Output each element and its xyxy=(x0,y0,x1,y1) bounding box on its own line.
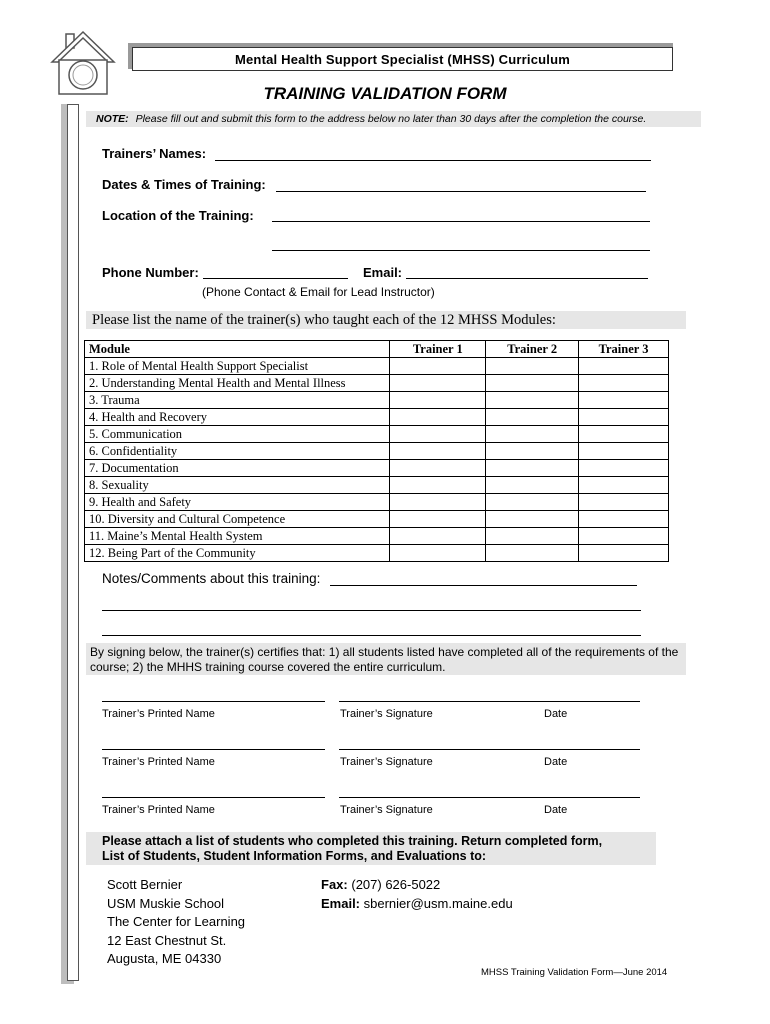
col-module: Module xyxy=(85,341,390,358)
trainer-2-cell[interactable] xyxy=(486,375,579,392)
trainer-2-cell[interactable] xyxy=(486,392,579,409)
trainer-1-cell[interactable] xyxy=(390,494,486,511)
curriculum-title: Mental Health Support Specialist (MHSS) Curriculum xyxy=(132,47,673,71)
attach-line-2: List of Students, Student Information Forms, and Evaluations to: xyxy=(102,849,487,863)
trainers-names-line[interactable] xyxy=(215,160,651,161)
dates-times-line[interactable] xyxy=(276,191,646,192)
module-name: 2. Understanding Mental Health and Mental Illness xyxy=(85,375,390,392)
module-name: 11. Maine’s Mental Health System xyxy=(85,528,390,545)
notes-line-2[interactable] xyxy=(102,610,641,611)
trainer-2-cell[interactable] xyxy=(486,528,579,545)
trainer-1-cell[interactable] xyxy=(390,528,486,545)
trainer-3-cell[interactable] xyxy=(579,409,669,426)
dates-times-label: Dates & Times of Training: xyxy=(102,177,266,192)
module-name: 3. Trauma xyxy=(85,392,390,409)
trainer-3-cell[interactable] xyxy=(579,528,669,545)
table-row xyxy=(85,426,669,443)
address-city: Augusta, ME 04330 xyxy=(107,951,222,966)
module-name: 10. Diversity and Cultural Competence xyxy=(85,511,390,528)
address-dept: The Center for Learning xyxy=(107,914,246,929)
table-row xyxy=(85,409,669,426)
col-trainer-2: Trainer 2 xyxy=(486,341,579,358)
trainer-3-cell[interactable] xyxy=(579,545,669,562)
footer-text: MHSS Training Validation Form—June 2014 xyxy=(481,967,668,978)
trainer-3-cell[interactable] xyxy=(579,460,669,477)
date-label: Date xyxy=(544,804,568,816)
module-name: 9. Health and Safety xyxy=(85,494,390,511)
trainer-2-cell[interactable] xyxy=(486,443,579,460)
trainer-3-cell[interactable] xyxy=(579,426,669,443)
table-row xyxy=(85,358,669,375)
signature-line-3[interactable] xyxy=(339,797,640,798)
trainer-1-cell[interactable] xyxy=(390,545,486,562)
module-name: 8. Sexuality xyxy=(85,477,390,494)
trainer-2-cell[interactable] xyxy=(486,545,579,562)
printed-name-label: Trainer’s Printed Name xyxy=(102,756,215,768)
table-row xyxy=(85,460,669,477)
trainer-1-cell[interactable] xyxy=(390,511,486,528)
trainer-1-cell[interactable] xyxy=(390,477,486,494)
trainer-3-cell[interactable] xyxy=(579,392,669,409)
email-label: Email: xyxy=(363,265,403,280)
signature-label: Trainer’s Signature xyxy=(340,756,433,768)
note-text: Please fill out and submit this form to the address below no later than 30 days after the completion the course. xyxy=(135,113,647,125)
table-row xyxy=(85,477,669,494)
printed-name-line-1[interactable] xyxy=(102,701,325,702)
trainer-1-cell[interactable] xyxy=(390,375,486,392)
certification-bar xyxy=(86,643,686,675)
trainers-names-label: Trainers’ Names: xyxy=(102,146,207,161)
email-line[interactable] xyxy=(406,278,648,279)
table-row xyxy=(85,528,669,545)
trainer-1-cell[interactable] xyxy=(390,358,486,375)
table-row xyxy=(85,494,669,511)
trainer-3-cell[interactable] xyxy=(579,511,669,528)
printed-name-line-2[interactable] xyxy=(102,749,325,750)
trainer-1-cell[interactable] xyxy=(390,460,486,477)
trainer-2-cell[interactable] xyxy=(486,409,579,426)
note-bar xyxy=(86,111,701,127)
module-name: 1. Role of Mental Health Support Specialist xyxy=(85,358,390,375)
signature-label: Trainer’s Signature xyxy=(340,708,433,720)
contact-block xyxy=(321,876,513,913)
trainer-3-cell[interactable] xyxy=(579,494,669,511)
printed-name-line-3[interactable] xyxy=(102,797,325,798)
attach-bar xyxy=(86,832,656,865)
binder-bar xyxy=(67,104,79,981)
trainer-3-cell[interactable] xyxy=(579,375,669,392)
table-row xyxy=(85,392,669,409)
printed-name-label: Trainer’s Printed Name xyxy=(102,708,215,720)
module-name: 4. Health and Recovery xyxy=(85,409,390,426)
signature-line-2[interactable] xyxy=(339,749,640,750)
trainer-3-cell[interactable] xyxy=(579,477,669,494)
trainer-2-cell[interactable] xyxy=(486,358,579,375)
module-name: 5. Communication xyxy=(85,426,390,443)
module-name: 12. Being Part of the Community xyxy=(85,545,390,562)
col-trainer-3: Trainer 3 xyxy=(579,341,669,358)
location-label: Location of the Training: xyxy=(102,208,254,223)
table-header-row xyxy=(85,341,669,358)
address-street: 12 East Chestnut St. xyxy=(107,932,227,948)
address-org: USM Muskie School xyxy=(107,895,225,911)
signature-label: Trainer’s Signature xyxy=(340,804,433,816)
location-line-2[interactable] xyxy=(272,250,650,251)
phone-email-note: (Phone Contact & Email for Lead Instructor) xyxy=(202,285,435,299)
trainer-2-cell[interactable] xyxy=(486,460,579,477)
trainer-1-cell[interactable] xyxy=(390,426,486,443)
trainer-2-cell[interactable] xyxy=(486,494,579,511)
phone-line[interactable] xyxy=(203,278,348,279)
trainer-2-cell[interactable] xyxy=(486,511,579,528)
email-contact-value: sbernier@usm.maine.edu xyxy=(363,895,513,911)
trainer-2-cell[interactable] xyxy=(486,477,579,494)
trainer-1-cell[interactable] xyxy=(390,443,486,460)
trainer-1-cell[interactable] xyxy=(390,409,486,426)
table-row xyxy=(85,545,669,562)
address-name: Scott Bernier xyxy=(107,877,183,892)
printed-name-label: Trainer’s Printed Name xyxy=(102,804,215,816)
notes-label: Notes/Comments about this training: xyxy=(102,571,321,586)
attach-line-1: Please attach a list of students who completed this training. Return completed form, xyxy=(102,834,603,848)
modules-instruction: Please list the name of the trainer(s) who taught each of the 12 MHSS Modules: xyxy=(92,312,556,328)
module-name: 7. Documentation xyxy=(85,460,390,477)
col-trainer-1: Trainer 1 xyxy=(390,341,486,358)
note-label: NOTE: xyxy=(96,113,129,125)
location-line-1[interactable] xyxy=(272,221,650,222)
signature-line-1[interactable] xyxy=(339,701,640,702)
trainer-1-cell[interactable] xyxy=(390,392,486,409)
certification-text: By signing below, the trainer(s) certifies that: 1) all students listed have completed all of the requirements of the course; 2) the MHHS training course covered the entire curriculum. xyxy=(90,645,679,674)
table-row xyxy=(85,511,669,528)
table-row xyxy=(85,443,669,460)
date-label: Date xyxy=(544,708,568,720)
module-name: 6. Confidentiality xyxy=(85,443,390,460)
fax-label: Fax: xyxy=(321,877,348,892)
form-title: TRAINING VALIDATION FORM xyxy=(263,84,507,103)
trainer-2-cell[interactable] xyxy=(486,426,579,443)
modules-table xyxy=(84,340,669,562)
modules-instruction-bar xyxy=(86,311,686,329)
date-label: Date xyxy=(544,756,568,768)
fax-value: (207) 626-5022 xyxy=(351,877,441,892)
notes-line-3[interactable] xyxy=(102,635,641,636)
table-row xyxy=(85,375,669,392)
trainer-3-cell[interactable] xyxy=(579,443,669,460)
phone-label: Phone Number: xyxy=(102,265,199,280)
address-block xyxy=(107,876,245,969)
trainer-3-cell[interactable] xyxy=(579,358,669,375)
notes-line-1[interactable] xyxy=(330,585,637,586)
email-contact-label: Email: xyxy=(321,895,361,911)
